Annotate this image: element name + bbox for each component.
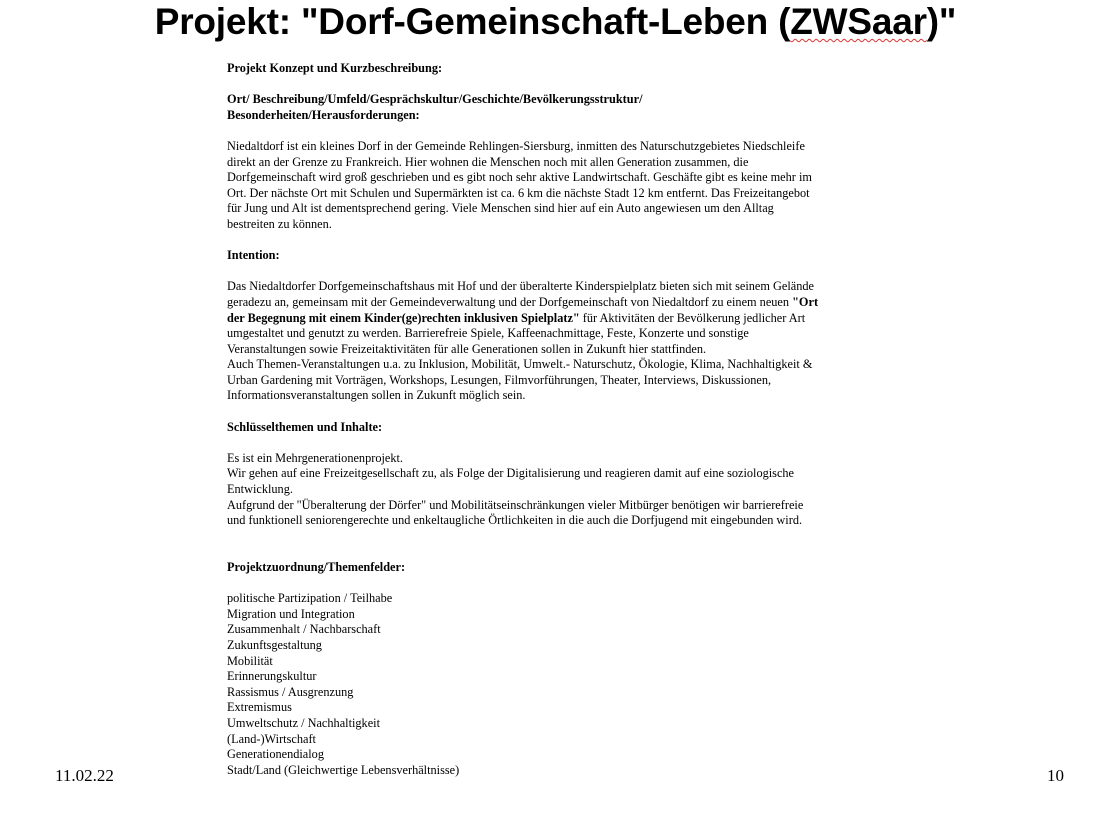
- topic-field-item: Umweltschutz / Nachhaltigkeit: [227, 715, 380, 730]
- spacer: [227, 77, 892, 93]
- spacer: [227, 404, 892, 420]
- topic-field-item: Erinnerungskultur: [227, 669, 317, 684]
- slide-page-number: 10: [1047, 766, 1064, 785]
- topic-field-item: Stadt/Land (Gleichwertige Lebensverhältnisse): [227, 762, 460, 777]
- topic-field-item: Zukunftsgestaltung: [227, 637, 322, 652]
- spacer: [227, 576, 892, 592]
- heading-intention: Intention:: [227, 248, 280, 263]
- topics-line: Wir gehen auf eine Freizeitgesellschaft zu, als Folge der Digitalisierung und reagieren damit auf eine soziologische: [227, 466, 795, 481]
- intention-emphasis: "Ort: [792, 294, 819, 309]
- intention-emphasis: der Begegnung mit einem Kinder(ge)rechten inklusiven Spielplatz": [227, 310, 580, 325]
- spacer: [227, 123, 892, 139]
- topic-field-item: politische Partizipation / Teilhabe: [227, 591, 393, 606]
- intention-line: Urban Gardening mit Vorträgen, Workshops, Lesungen, Filmvorführungen, Theater, Interviews, Diskussionen,: [227, 372, 772, 387]
- intention-line: Informationsveranstaltungen sollen in Zukunft möglich sein.: [227, 388, 526, 403]
- topics-line: Entwicklung.: [227, 482, 293, 497]
- intention-line: Veranstaltungen sowie Freizeitaktivitäten für alle Generationen sollen in Zukunft hier stattfinden.: [227, 341, 707, 356]
- topics-line: Aufgrund der "Überalterung der Dörfer" und Mobilitätseinschränkungen vieler Mitbürger benötigen wir barrierefreie: [227, 497, 804, 512]
- place-line: für Jung und Alt ist dementsprechend gering. Viele Menschen sind hier auf ein Auto angewiesen um den Alltag: [227, 201, 774, 216]
- document-body: [227, 61, 892, 778]
- topic-field-item: Migration und Integration: [227, 606, 355, 621]
- slide-title: [0, 0, 1111, 46]
- slide-title-start: Projekt: "Dorf-Gemeinschaft-Leben (: [154, 1, 791, 42]
- place-line: Niedaltdorf ist ein kleines Dorf in der Gemeinde Rehlingen-Siersburg, inmitten des Naturschutzgebietes Niedschleife: [227, 138, 805, 153]
- topic-field-item: (Land-)Wirtschaft: [227, 731, 316, 746]
- intention-line: [227, 295, 892, 311]
- heading-place-continued: Besonderheiten/Herausforderungen:: [227, 107, 420, 122]
- heading-concept: Projekt Konzept und Kurzbeschreibung:: [227, 61, 443, 75]
- topics-line: Es ist ein Mehrgenerationenprojekt.: [227, 450, 403, 465]
- topic-field-item: Generationendialog: [227, 747, 324, 762]
- topic-field-item: Rassismus / Ausgrenzung: [227, 684, 354, 699]
- spacer: [227, 435, 892, 451]
- intention-text: geradezu an, gemeinsam mit der Gemeindeverwaltung und der Dorfgemeinschaft von Niedaltdorf zu einem neuen: [227, 294, 793, 309]
- place-line: Ort. Der nächste Ort mit Schulen und Supermärkten ist ca. 6 km die nächste Stadt 12 km entfernt. Das Freizeitangebot: [227, 185, 810, 200]
- spacer: [227, 233, 892, 249]
- heading-topics: Schlüsselthemen und Inhalte:: [227, 419, 383, 434]
- topic-field-item: Zusammenhalt / Nachbarschaft: [227, 622, 381, 637]
- intention-line: Das Niedaltdorfer Dorfgemeinschaftshaus mit Hof und der überalterte Kinderspielplatz bieten sich mit seinem Gelände: [227, 279, 814, 294]
- topic-field-item: Extremismus: [227, 700, 292, 715]
- topic-fields-list: [227, 591, 892, 778]
- slide-date: 11.02.22: [55, 766, 114, 785]
- intention-text: für Aktivitäten der Bevölkerung jedlicher Art: [579, 310, 806, 325]
- intention-line: [227, 311, 892, 327]
- spacer: [227, 264, 892, 280]
- intention-line: umgestaltet und genutzt zu werden. Barrierefreie Spiele, Kaffeenachmittage, Feste, Konzerte und sonstige: [227, 326, 749, 341]
- place-line: bestreiten zu können.: [227, 216, 332, 231]
- topic-field-item: Mobilität: [227, 653, 273, 668]
- heading-place: Ort/ Beschreibung/Umfeld/Gesprächskultur/Geschichte/Bevölkerungsstruktur/: [227, 92, 643, 107]
- topics-line: und funktionell seniorengerechte und enkeltaugliche Örtlichkeiten in die auch die Dorfjugend mit eingebunden wird.: [227, 513, 803, 528]
- slide-title-spellchecked-word: ZWSaar: [790, 1, 927, 42]
- heading-fields: Projektzuordnung/Themenfelder:: [227, 560, 406, 574]
- spacer: [227, 529, 892, 560]
- place-line: direkt an der Grenze zu Frankreich. Hier wohnen die Menschen noch mit allen Generation zusammen, die: [227, 154, 749, 169]
- slide-title-end: )": [926, 1, 957, 42]
- intention-line: Auch Themen-Veranstaltungen u.a. zu Inklusion, Mobilität, Umwelt.- Naturschutz, Ökologie, Klima, Nachhaltigkeit &: [227, 357, 813, 372]
- place-line: Dorfgemeinschaft wird groß geschrieben und es gibt noch sehr aktive Landwirtschaft. Geschäfte gibt es keine mehr im: [227, 170, 812, 185]
